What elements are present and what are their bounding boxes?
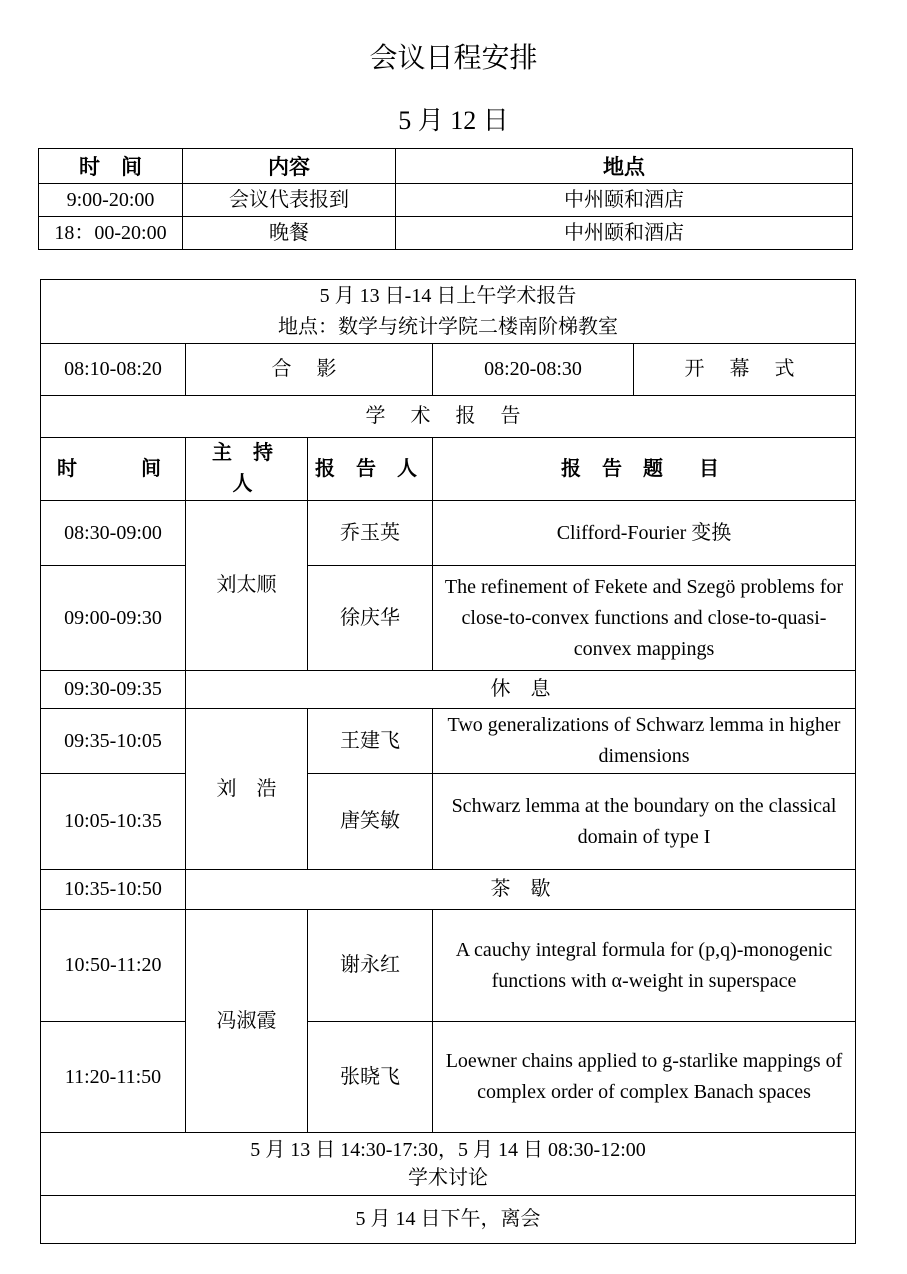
time: 09:00-09:30 [41,566,186,671]
time: 10:50-11:20 [41,910,186,1022]
break-label: 休 息 [186,671,856,709]
page-title: 会议日程安排 [369,43,538,74]
discussion-cell [41,1133,856,1196]
speaker: 乔玉英 [308,501,433,566]
table-header [39,149,853,184]
speaker: 谢永红 [308,910,433,1022]
discussion-label: 学术讨论 [408,1167,488,1189]
talk-title: The refinement of Fekete and Szegö problems for close-to-convex functions and close-to-quasi-convex mappings [433,566,856,671]
opening-label: 开 幕 式 [634,344,856,396]
table-row [41,910,856,1022]
chair: 刘 浩 [186,709,308,870]
header-speaker: 报 告 人 [308,438,433,501]
day2-heading-cell [41,280,856,344]
time: 08:30-09:00 [41,501,186,566]
photo-label: 合 影 [186,344,433,396]
chair: 刘太顺 [186,501,308,671]
speaker: 唐笑敏 [308,774,433,870]
time: 10:05-10:35 [41,774,186,870]
day1-date: 5 月 12 日 [398,106,509,135]
header-time: 时 间 [39,149,183,184]
table-row [41,1022,856,1133]
time: 10:35-10:50 [41,870,186,910]
break-label: 茶 歇 [186,870,856,910]
table-row [39,184,853,217]
header-time: 时 间 [41,438,186,501]
break-row [41,870,856,910]
time: 9:00-20:00 [39,184,183,217]
table-row [41,709,856,774]
day2-heading: 5 月 13 日-14 日上午学术报告 [319,284,577,307]
opening-time: 08:20-08:30 [433,344,634,396]
talk-title: Loewner chains applied to g-starlike mappings of complex order of complex Banach spaces [433,1022,856,1133]
time: 09:30-09:35 [41,671,186,709]
chair: 冯淑霞 [186,910,308,1133]
speaker: 张晓飞 [308,1022,433,1133]
table-row [39,217,853,250]
time: 11:20-11:50 [41,1022,186,1133]
table-row [41,774,856,870]
break-row [41,671,856,709]
table-row [41,566,856,671]
header-title: 报 告 题 目 [433,438,856,501]
content: 会议代表报到 [183,184,396,217]
content: 晚餐 [183,217,396,250]
header-chair: 主 持 人 [186,438,308,501]
talk-title: Clifford-Fourier 变换 [433,501,856,566]
time: 18：00-20:00 [39,217,183,250]
table-row [41,501,856,566]
header-location: 地点 [396,149,853,184]
day2-table [40,279,856,1244]
header-content: 内容 [183,149,396,184]
location: 中州颐和酒店 [396,184,853,217]
departure: 5 月 14 日下午，离会 [41,1196,856,1244]
discussion-time: 5 月 13 日 14:30-17:30，5 月 14 日 08:30-12:00 [250,1139,646,1161]
location: 中州颐和酒店 [396,217,853,250]
day1-table [38,148,853,250]
talk-title: Two generalizations of Schwarz lemma in higher dimensions [433,709,856,774]
talk-title: A cauchy integral formula for (p,q)-monogenic functions with α-weight in superspace [433,910,856,1022]
section-title: 学 术 报 告 [41,396,856,438]
time: 09:35-10:05 [41,709,186,774]
photo-time: 08:10-08:20 [41,344,186,396]
day2-venue: 地点：数学与统计学院二楼南阶梯教室 [278,315,618,338]
speaker: 王建飞 [308,709,433,774]
talk-title: Schwarz lemma at the boundary on the classical domain of type I [433,774,856,870]
speaker: 徐庆华 [308,566,433,671]
